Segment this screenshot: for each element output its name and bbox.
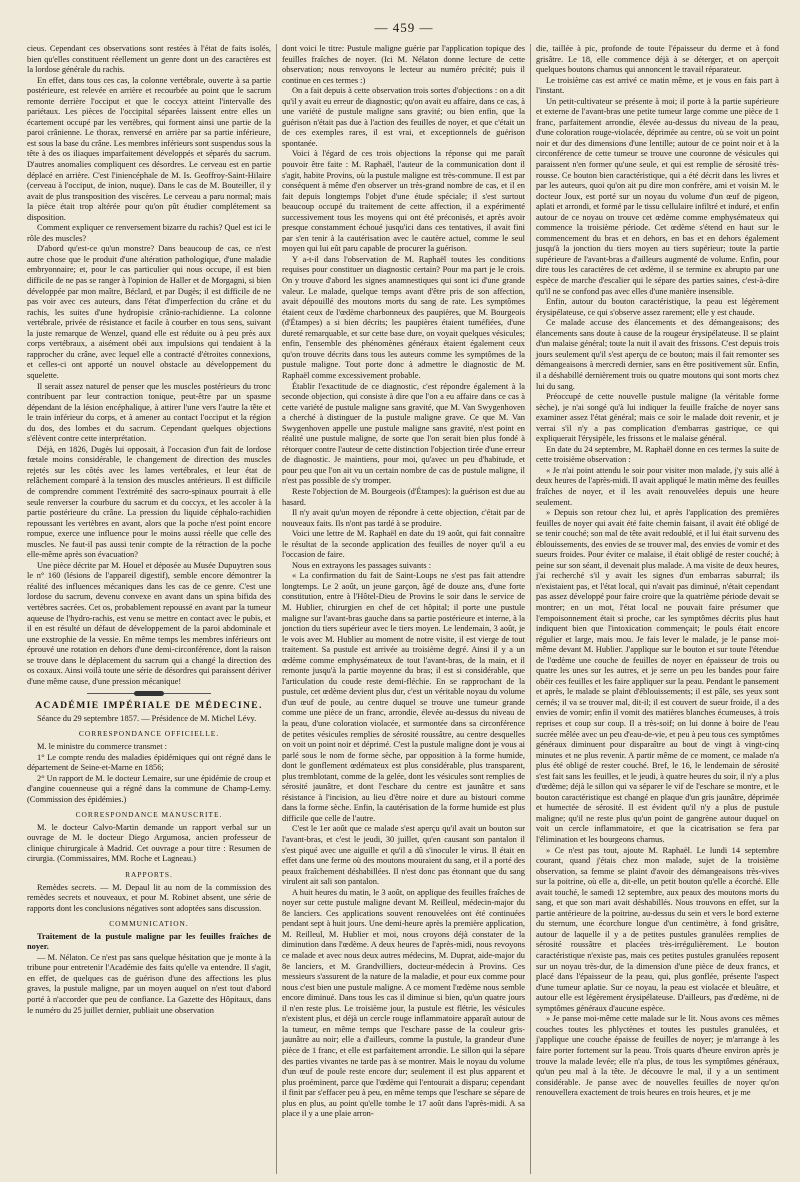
paragraph: 1° Le compte rendu des maladies épidémiques qui ont régné dans le département de Seine-et-Marne en 1856; bbox=[27, 752, 271, 773]
paragraph: Nous en extrayons les passages suivants : bbox=[292, 560, 432, 570]
paragraph: Il n'y avait qu'un moyen de répondre à cette objection, c'était par de nouveaux faits. Ils n'ont pas tardé à se produire. bbox=[282, 508, 525, 528]
communication-title: Traitement de la pustule maligne par les feuilles fraîches de noyer. bbox=[27, 931, 271, 952]
paragraph: 2° Un rapport de M. le docteur Lemaire, sur une épidémie de croup et d'angine couenneuse qui a régné dans la commune de Champ-Lemy. (Commission des épidémies.) bbox=[27, 773, 271, 804]
paragraph: Préoccupé de cette nouvelle pustule maligne (la véritable forme sèche), je n'ai songé qu'à lui indiquer la feuille fraîche de noyer sans examiner assez l'état général; mais ce soir le malade doit revenir, et je verrai s'il n'y a pas complication d'embarras gastrique, ce qui expliquerait l'érysipèle, les frissons et le malaise général. bbox=[536, 392, 779, 444]
paragraph: Un petit-cultivateur se présente à moi; il porte à la partie supérieure et externe de l'avant-bras une petite tumeur large comme une pièce de 1 franc, parfaitement arrondie, élevée au-dessus du niveau de la peau, d'une coloration rouge-violacée, déprimée au centre, où se voit un point noir et dur des dimensions d'une lentille; autour de ce point noir et à la circonférence de cette tumeur se trouve une couronne de vésicules qui paraissent n'en former qu'une seule, et qui est remplie de sérosité très-rousse. Ce bouton bien caractéristique, qui a été décrit dans les livres et par les auteurs, quoi qu'on ait pu dire mon confrère, ami et voisin M. le docteur Joux, est porté sur un noyau du volume d'un œuf de pigeon, aplati et arrondi, et formé par le tissu cellulaire infiltré et induré, et enfin autour de ce noyau on trouve cet œdème comme emphysémateux qui commence la troisième période. Cet œdème s'étend en haut sur le commencement du bras et en dehors, en bas et en dehors également jusqu'à la jonction du tiers moyen au tiers supérieur; toute la partie supérieure de l'avant-bras a d'ailleurs augmenté de volume. Enfin, pour dire tous les caractères de cet œdème, il se termine ex abrupto par une espèce de marche d'escalier qui le sépare des parties saines, c'est-à-dire qu'il ne se confond pas avec elles d'une manière insensible. bbox=[536, 96, 780, 296]
paragraph: Voici à l'égard de ces trois objections la réponse qui me paraît pouvoir être faite : M. Raphaël, l'auteur de la communication dont il s'agit, habite Provins, où la pustule maligne est très-commune. Il est par conséquent à même d'en observer un très-grand nombre de cas, et il en fait depuis longtemps l'objet d'une étude spéciale; il s'est surtout beaucoup occupé du traitement de cette affection, il a expérimenté successivement tous les moyens qui ont été préconisés, et après avoir presque constamment échoué jusqu'ici dans ces tentatives, il avait fini par s'en tenir à la cautérisation avec le cautère actuel, comme le seul moyen qui lui eût paru capable de procurer la guérison. bbox=[282, 149, 525, 254]
paragraph: » Je panse moi-même cette malade sur le lit. Nous avons ces mêmes couches toutes les phlyctènes et toutes les pustules granulées, et j'applique une couche épaisse de feuilles de noyer; je m'arrange à les faire porter fortement sur la peau. Trois quarts d'heure environ après je trouve la malade levée; elle n'a plus, de tous les symptômes généraux, qu'un peu mal à la tête. Je découvre le mal, il y a un sentiment considérable. Je panse avec de nouvelles feuilles de noyer qu'on renouvellera exactement de trois heures en trois heures, et je me bbox=[536, 1014, 779, 1098]
subheading-manuscript: CORRESPONDANCE MANUSCRITE. bbox=[75, 810, 223, 820]
paragraph: Y a-t-il dans l'observation de M. Raphaël toutes les conditions requises pour constituer un diagnostic certain? Pour ma part je le crois. On y trouve d'abord les signes anamnestiques qui sont ici d'une grande valeur. Le malade, quelque temps avant d'être pris de son affection, avait dépouillé des moutons morts du sang de rate. Les symptômes étaient ceux de l'œdème charbonneux des paupières, que M. Bourgeois (d'Étampes) a si bien décrits; les paupières étaient tuméfiées, d'une dureté remarquable, et sur cette base dure, on voyait quelques vésicules; enfin, l'ensemble des phénomènes généraux étaient également ceux qu'on trouve décrits dans tous les auteurs comme les symptômes de la pustule maligne. Tout porte donc à admettre le diagnostic de M. Raphaël comme excessivement probable. bbox=[282, 254, 525, 380]
paragraph: » Ce n'est pas tout, ajoute M. Raphaël. Le lundi 14 septembre courant, quand j'étais chez mon malade, sujet de la troisième observation, sa femme se plaint d'avoir des démangeaisons très-vives sur la poitrine, où elle a, dit-elle, un petit bouton qu'elle a écorché. Elle avait touché, le samedi 12 septembre, aux peaux des moutons morts du sang, et que son mari avait déshabillés. Nous trouvons en effet, sur la partie antérieure de la poitrine, au-dessus du sein et vers le bord externe du sternum, une écorchure longue d'un centimètre, à fond grisâtre, autour de laquelle il y a de petites pustules granulées remplies de sérosité roussâtre et placées très-irrégulièrement. Le bouton caractéristique n'existe pas, mais ces petites pustules granulées reposent sur un noyau très-dur, de la dimension d'une pièce de deux francs, et placé dans l'épaisseur de la peau, qui, plus gonflée, présente l'aspect d'une tumeur aplatie. Sur ce noyau, la peau est violacée et bleuâtre, et autour elle est légèrement érysipélateuse. D'ailleurs, pas d'œdème, ni de symptômes généraux d'aucune espèce. bbox=[536, 845, 779, 1013]
paragraph: cieus. Cependant ces observations sont restées à l'état de faits isolés, bien qu'elles constituent réellement un genre dont un des caractères est la lordose générale du rachis. bbox=[27, 44, 271, 75]
paragraph: M. le docteur Calvo-Martin demande un rapport verbal sur un ouvrage de M. le docteur Diego Argumosa, ancien professeur de clinique chirurgicale à Madrid. Cet ouvrage a pour titre : Resumen de cirurgia. (Commissaires, MM. Roche et Lagneau.) bbox=[27, 822, 271, 864]
paragraph: Remèdes secrets. — M. Depaul lit au nom de la commission des remèdes secrets et nouveaux, et pour M. Robinet absent, une série de rapports dont les conclusions négatives sont adoptées sans discussion. bbox=[27, 882, 271, 913]
paragraph: D'abord qu'est-ce qu'un monstre? Dans beaucoup de cas, ce n'est autre chose que le produit d'une altération pathologique, d'une maladie embryonnaire; et, pour le cas particulier qui nous occupe, il est bien difficile de ne pas se ranger à l'opinion de Haller et de Morgagni, si bien développée par mon maître, Béclard, et par Dugès; il est difficile de ne pas voir avec ces auteurs, dans l'état d'imperfection du crâne et du rachis, les suites d'une hydropisie crânio-rachidienne. La colonne vertébrale, privée de résistance et facile à courber en tous sens, suivant la juste remarque de Wenzel, quand elle est réduite ou à peu près aux corps vertébraux, a aisément obéi aux impulsions qui tendaient à la rapprocher du crâne, avec lequel elle a contracté d'étroites connexions, et celles-ci ont apporté un nouvel obstacle au développement du squelette. bbox=[27, 244, 271, 380]
paragraph: die, taillée à pic, profonde de toute l'épaisseur du derme et à fond grisâtre. Le 18, elle commence déjà à se déterger, et on aperçoit quelques boutons charnus qui annoncent le travail réparateur. bbox=[536, 44, 779, 75]
paragraph: Établir l'exactitude de ce diagnostic, c'est répondre également à la seconde objection, qui consiste à dire que l'on a eu affaire dans ce cas à cette variété de pustule maligne sans gravité, que M. Van Swygenhoven a cherché à distinguer de la pustule maligne grave. Ce que M. Van Swygenhoven appelle une pustule maligne sans gravité, n'est point en réalité une pustule maligne, de sorte que l'on serait bien plus fondé à rétorquer contre l'auteur de cette distinction l'objection tirée d'une erreur de diagnostic. Je maintiens, pour moi, qu'avec un peu d'habitude, et pour peu que l'on ait vu un certain nombre de cas de pustule maligne, il n'est pas possible de s'y tromper. bbox=[282, 381, 525, 486]
paragraph: Voici une lettre de M. Raphaël en date du 19 août, qui fait connaître le résultat de la seconde application des feuilles de noyer qu'il a eu l'occasion de faire. bbox=[282, 529, 525, 560]
paragraph: En effet, dans tous ces cas, la colonne vertébrale, ouverte à sa partie postérieure, est relevée en arrière et recourbée au point que le sacrum remonte derrière l'occiput et que le coccyx atteint l'intervalle des pariétaux. Les pièces de l'occipital séparées laissent entre elles un écartement occupé par les vertèbres, qui forment ainsi une partie de la paroi crânienne. Le thorax, renversé en arrière par sa partie inférieure, est sous la base du crâne. Les membres inférieurs sont suspendus sous la tête à des os iliaques imparfaitement développés et séparés du sacrum. D'autres anomalies compliquent ces désordres. Le cerveau est en partie déplacé en arrière. C'est l'iniencéphale de M. Is. Geoffroy-Saint-Hilaire (cerveau à l'occiput, de inion, nuque). Dans le cas de M. Bouteiller, il y avait de plus transposition des viscères. Le cerveau a paru normal; mais la pièce était trop altérée pour qu'on pût étudier complétement sa disposition. bbox=[27, 75, 271, 222]
column-3 bbox=[530, 44, 784, 1174]
paragraph: Le troisième cas est arrivé ce matin même, et je vous en fais part à l'instant. bbox=[536, 75, 779, 96]
session-line: Séance du 29 septembre 1857. — Présidence de M. Michel Lévy. bbox=[37, 713, 257, 723]
paragraph: Il serait assez naturel de penser que les muscles postérieurs du tronc contribuent par leur contraction tonique, peut-être par un spasme dépendant de la lésion encéphalique, à attirer l'une vers l'autre la tête et le train inférieur du corps, et à amener au contact l'occiput et la région du dos, des lombes et du sacrum. Cependant quelques objections s'élèvent contre cette interprétation. bbox=[27, 381, 271, 444]
page-number: — 459 — bbox=[374, 20, 434, 35]
paragraph: C'est le 1er août que ce malade s'est aperçu qu'il avait un bouton sur l'avant-bras, et c'est le jeudi, 30 juillet, qu'en causant son pantalon il s'est piqué avec une aiguille et qu'il a dû s'inoculer le virus. Il était en effet dans une ferme où des moutons mouraient du sang, et il a porté des peaux fraîchement déshabillées. Il n'est donc pas étonnant que du sang virulent ait sali son pantalon. bbox=[282, 824, 525, 887]
paragraph: Reste l'objection de M. Bourgeois (d'Étampes): la guérison est due au hasard. bbox=[282, 486, 525, 507]
paragraph: En date du 24 septembre, M. Raphaël donne en ces termes la suite de cette troisième observation : bbox=[536, 444, 779, 465]
paragraph: Comment expliquer ce renversement bizarre du rachis? Quel est ici le rôle des muscles? bbox=[27, 223, 271, 243]
paragraph: A huit heures du matin, le 3 août, on applique des feuilles fraîches de noyer sur cette pustule maligne devant M. Reilleul, médecin-major du 8e lanciers. Ces applications souvent renouvelées ont été continuées pendant sept à huit jours. Une demi-heure après la première application, M. Reilleul, M. Hublier et moi, nous croyons déjà constater de la diminution dans l'œdème. A deux heures de l'après-midi, nous revoyons ce malade et avec nous deux autres médecins, M. Duprat, aide-major du 8e lanciers, et M. Grandvilliers, docteur-médecin à Provins. Ces messieurs s'assurent de la nature de la maladie, et pour eux comme pour nous c'est bien une pustule maligne. A ce moment l'œdème nous semble encore diminué. Dans tous les cas il diminue si bien, qu'un quatre jours il n'en reste plus. Le troisième jour, la pustule est flétrie, les vésicules n'existent plus, et déjà un cercle rouge inflammatoire apparaît autour de la tumeur, en même temps que l'eschare passe de la couleur gris-jaunâtre au noir; elle a d'ailleurs, comme la pustule, la grandeur d'une pièce de 1 franc, et elle est parfaitement arrondie. Le sillon qui la sépare des parties vivantes ne tarde pas à se montrer. Mais le noyau du volume d'un œuf de poule reste encore dur; seulement il est plus apparent et plus proéminent, parce que l'œdème qui l'entourait a disparu; cependant il finit par s'effacer peu à peu, en même temps que l'eschare se sépare de plus en plus, au point qu'elle tombe le 17 août dans l'après-midi. A sa place il y a une plaie arron- bbox=[282, 887, 525, 1119]
subheading-communication: COMMUNICATION. bbox=[109, 919, 189, 929]
paragraph: Ce malade accuse des élancements et des démangeaisons; des élancements sans doute à cause de la rougeur érysipélateuse. Il se plaint d'un malaise général; toute la nuit il avait des frissons. C'est depuis trois jours seulement qu'il s'est aperçu de ce bouton; mais il fait remonter ses démangeaisons à mercredi dernier, sans en être positivement sûr. Enfin, il a déshabillé dernièrement trois ou quatre moutons qui sont morts chez lui du sang. bbox=[536, 318, 779, 391]
paragraph: Enfin, autour du bouton caractéristique, la peau est légèrement érysipélateuse, ce qui s'observe assez rarement; elle y est chaude. bbox=[536, 297, 779, 317]
paragraph: M. le ministre du commerce transmet : bbox=[37, 742, 168, 751]
paragraph: On a fait depuis à cette observation trois sortes d'objections : on a dit qu'il y avait eu erreur de diagnostic; qu'on avait eu affaire, dans ce cas, à une variété de pustule maligne sans gravité; ou bien enfin, que la guérison n'était pas due à l'action des feuilles de noyer, et que c'était un de ces exemples rares, il est vrai, et exceptionnels de guérison spontanée. bbox=[282, 86, 525, 148]
subheading-reports: RAPPORTS. bbox=[125, 870, 173, 880]
column-1 bbox=[22, 44, 276, 1174]
paragraph: « Je n'ai point attendu le soir pour visiter mon malade, j'y suis allé à deux heures de l'après-midi. Il avait appliqué le matin même des feuilles fraîches de noyer, et il les avait renouvelées depuis une heure seulement. bbox=[536, 465, 779, 507]
paragraph: — M. Nélaton. Ce n'est pas sans quelque hésitation que je monte à la tribune pour entretenir l'Académie des faits qu'elle va entendre. Il s'agit, en effet, de quelques cas de guérison d'une des affections les plus graves, la pustule maligne, par un moyen auquel on n'est tout d'abord porté à n'accorder que peu de confiance. La Gazette des Hôpitaux, dans le numéro du 25 juillet dernier, publiait une observation bbox=[27, 952, 271, 1015]
paragraph: dont voici le titre: Pustule maligne guérie par l'application topique des feuilles fraîches de noyer. (Ici M. Nélaton donne lecture de cette observation; nous renvoyons le lecteur au numéro précité; puis il continue en ces termes :) bbox=[282, 44, 525, 85]
academy-title: ACADÉMIE IMPÉRIALE DE MÉDECINE. bbox=[35, 700, 263, 712]
subheading-official: CORRESPONDANCE OFFICIELLE. bbox=[78, 729, 220, 739]
paragraph: » Depuis son retour chez lui, et après l'application des premières feuilles de noyer qui avait été faite chemin faisant, il avait été obligé de se tenir couché; son mal de tête avait redoublé, et il lui était survenu des éblouissements, des envies de se trouver mal, des envies de vomir et des sueurs froides. Pour éviter ce malaise, il était obligé de rester couché; à peine sur son séant, il devenait plus malade. A ma visite de deux heures, j'ai recherché s'il y avait les signes d'un embarras saburral; ils n'existaient pas, et l'état local, qui n'avait pas diminué, n'était cependant pas assez développé pour faire croire que la quatrième période devait se montrer; en un mot, l'état local ne pouvait faire présumer que l'empoisonnement était si proche, car les symptômes décrits plus haut indiquent bien que l'intoxication commençait; le pouls était encore régulier et large, mais mou. Je fais lever le malade, je le panse moi-même devant M. Hublier. J'applique sur le bouton et sur toute l'étendue de l'œdème une couche de feuilles de noyer en épaisseur de trois ou quatre les unes sur les autres, et je serre un peu les bandes pour faire obéir ces feuilles et les faire appliquer sur la peau. Pendant le pansement et après, le malade se plaint d'éblouissements; il est pâle, ses yeux sont cernés; il va se trouver mal, dit-il; il est couvert de sueur froide, il a des envies de vomir; enfin il vomit des matières blanches écumeuses, à trois reprises et coup sur coup. Il a très-soif; on lui donne à boire de l'eau sucrée mêlée avec un peu d'eau-de-vie, et peu à peu tous ces symptômes généraux diminuent pour disparaître au bout de vingt à vingt-cinq minutes et ne plus revenir. A partir même de ce moment, ce malade n'a plus été obligé de rester couché. Bref, le 16, le lendemain de sérosité s'est fait sans les feuilles, et le jeudi, à quatre heures du soir, il n'y a plus d'œdème; déjà le sillon qui va séparer le vif de l'eschare se montre, et le bouton caractéristique est changé en plaque d'un gris jaunâtre, déprimée et humectée de sérosité. Il est évident qu'il n'y a plus de pustule maligne; qu'il ne reste plus qu'un point de gangrène autour duquel on voit un cercle inflammatoire, et que la cicatrisation se fera par l'élimination et les bourgeons charnus. bbox=[536, 508, 780, 845]
column-2 bbox=[276, 44, 530, 1174]
paragraph: « La confirmation du fait de Saint-Loups ne s'est pas fait attendre longtemps. Le 2 août, un jeune garçon, âgé de douze ans, d'une forte constitution, entre à l'Hôtel-Dieu de Provins le soir dans le service de M. Hublier, chirurgien en chef de cet hôpital; il porte une pustule maligne sur l'avant-bras gauche dans sa partie postérieure et interne, à la jonction du tiers supérieur avec le tiers moyen. Le lendemain, 3 août, je le vois avec M. Hublier au moment de notre visite, il est vierge de tout traitement. Sa pustule est arrivée au troisième degré. Ainsi il y a un œdème comme emphysémateux de tout l'avant-bras, de la main, et il remonte jusqu'à la partie moyenne du bras; il est si considérable, que l'articulation du coude reste demi-fléchie. En se rapprochant de la pustule, cet œdème devient plus dur, c'est un véritable noyau du volume d'un œuf de poule, au centre duquel se trouve une tumeur grande comme une pièce de un franc, arrondie, élevée au-dessus du niveau de la peau, d'une coloration violacée, et surmontée dans sa circonférence de petites vésicules remplies de sérosité roussâtre, au centre desquelles on voit un point noir et déprimé. C'est la pustule maligne dont je vous ai parlé sous le nom de forme sèche, par opposition à la forme humide, dont le gonflement œdémateux est plus considérable, plus transparent, plus tremblotant, comme de la gelée, dont les vésicules sont remplies de sérosité jaunâtre, et dont l'eschare du centre est jaunâtre et sans résistance à l'incision, au lieu d'être noire et dure au bistouri comme dans la forme sèche. Enfin, la cautérisation de la forme humide est plus difficile que celle de l'autre. bbox=[282, 571, 525, 823]
paragraph: Déjà, en 1826, Dugès lui opposait, à l'occasion d'un fait de lordose fœtale moins considérable, le changement de direction des muscles rejetés sur les côtés avec les lames vertébrales, et leur état de relâchement comparé à la tension des muscles antérieurs. Il est difficile de comprendre comment l'extrémité des sacro-spinaux pourrait à elle seule renverser la courbure du sacrum et du coccyx, et les accoler à la partie postérieure du crâne. La pression du liquide céphalo-rachidien repoussant les vertèbres en avant, alors que la poche n'est point encore rompue, exerce une influence pour le moins aussi réelle que celle des muscles. Ne faut-il pas aussi tenir compte de la rétraction de la poche elle-même après son évacuation? bbox=[27, 444, 271, 560]
section-divider bbox=[87, 693, 211, 695]
paragraph: Une pièce décrite par M. Houel et déposée au Musée Dupuytren sous le n° 160 (lésions de l'appareil digestif), semble encore démontrer la réalité des influences mécaniques dans les cas de ce genre. C'est une lordose du sacrum, devenu convexe en avant dans un spina bifida des vertèbres sacrées. Cet os, probablement repoussé en avant par la tumeur aqueuse de l'hydro-rachis, est venu se mettre en contact avec le pubis, et il en est résulté un défaut de développement de la paroi abdominale et une exstrophie de la vessie. En même temps les membres inférieurs ont éprouvé une rotation en dehors d'une demi-circonférence, dont la raison se trouve dans le déplacement du sacrum qui a changé la direction des os coxaux. Ainsi voilà toute une série de désordres qui paraissent dériver d'une même cause, d'une pression mécanique! bbox=[27, 560, 271, 686]
columns bbox=[22, 44, 786, 1174]
